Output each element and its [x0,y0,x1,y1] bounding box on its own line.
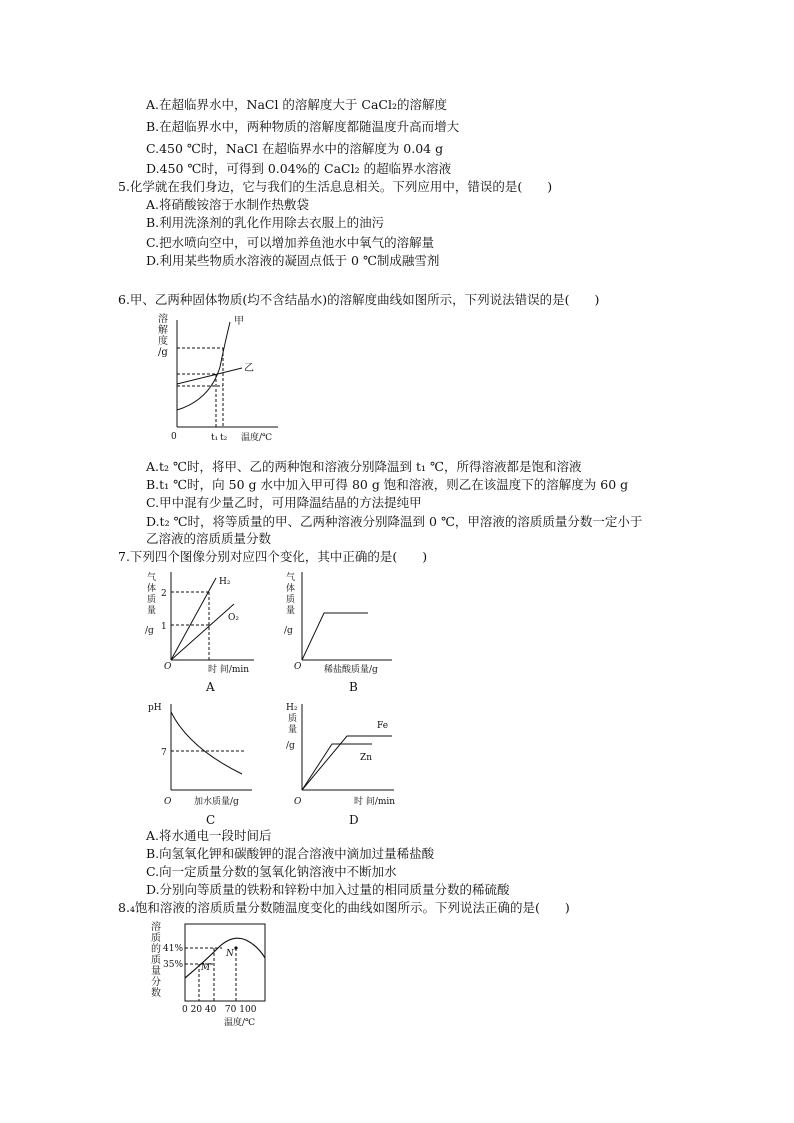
q5-option-b: B.利用洗涤剂的乳化作用除去衣服上的油污 [146,215,385,230]
q7a-line-o2 [171,604,234,660]
q7c-origin: O [164,797,172,807]
q8-plot-frame [185,924,265,1001]
q7-stem: 7.下列四个图像分别对应四个变化，其中正确的是( ) [118,549,428,564]
q6-xlabel: 温度/℃ [241,433,273,443]
q4-option-d: D.450 ℃时，可得到 0.04%的 CaCl₂ 的超临界水溶液 [146,161,452,176]
q8-label-n: N [226,949,234,959]
q6-stem: 6.甲、乙两种固体物质(均不含结晶水)的溶解度曲线如图所示，下列说法错误的是( ) [118,292,600,307]
q7a-origin: O [164,662,172,672]
q7-option-a: A.将水通电一段时间后 [146,828,272,843]
q6-option-d: D.t₂ ℃时，将等质量的甲、乙两种溶液分别降温到 0 ℃，甲溶液的溶质质量分数一定小于 [146,514,643,529]
q8-ylabel: 溶 质 的 质 量 分 数 [151,922,161,999]
q7-graph-c [144,698,274,810]
q7a-tick-1: 1 [161,622,167,632]
q7-option-b: B.向氢氧化钾和碳酸钾的混合溶液中滴加过量稀盐酸 [146,846,435,861]
q7c-curve-ph [171,712,242,774]
q7d-label-fe: Fe [377,721,389,731]
q7a-xlabel: 时 间/min [208,665,250,675]
q7d-caption: D [349,813,359,827]
q8-xticks: 0 20 40 70 100 [182,1005,257,1015]
q6-option-c: C.甲中混有少量乙时，可用降温结晶的方法提纯甲 [146,495,422,510]
q6-t2: t₂ [220,433,228,443]
q4-option-b: B.在超临界水中，两种物质的溶解度都随温度升高而增大 [146,119,460,134]
q4-option-a: A.在超临界水中，NaCl 的溶解度大于 CaCl₂的溶解度 [146,97,447,112]
q8-label-m: M [201,963,211,973]
q5-option-a: A.将硝酸铵溶于水制作热敷袋 [146,197,310,212]
q7b-ylabel: 气 体 质 量 /g [284,573,296,636]
q7d-label-zn: Zn [360,753,373,763]
q6-origin: 0 [171,432,177,442]
q7c-tick-7: 7 [161,748,167,758]
q7-option-d: D.分别向等质量的铁粉和锌粉中加入过量的相同质量分数的稀硫酸 [146,882,510,897]
q7-graph-b [282,568,412,680]
q7a-tick-2: 2 [161,589,167,599]
q6-option-b: B.t₁ ℃时，向 50 g 水中加入甲可得 80 g 饱和溶液，则乙在该温度下的溶解度为 60 g [146,477,629,492]
q7a-ylabel: 气 体 质 量 /g [145,573,157,636]
q8-curve [185,938,265,978]
q7a-label-o2: O₂ [228,613,239,623]
q7-graph-a [144,568,274,680]
q7d-xlabel: 时 间/min [354,797,396,807]
q8-xlabel: 温度/℃ [224,1018,256,1028]
q8-point-n [234,946,237,949]
q6-curve-yi [177,368,242,384]
q7b-caption: B [349,680,358,694]
q7c-ylabel: pH [148,703,162,713]
q7c-xlabel: 加水质量/g [194,797,239,807]
q6-solubility-figure [150,312,290,447]
q7-graph-d [282,698,412,810]
q6-option-d-cont: 乙溶液的溶质质量分数 [146,531,272,546]
q7a-label-h2: H₂ [219,577,231,587]
q7b-line-gas [302,613,368,660]
q6-option-a: A.t₂ ℃时，将甲、乙的两种饱和溶液分别降温到 t₁ ℃，所得溶液都是饱和溶液 [146,459,582,474]
q7d-origin: O [294,797,302,807]
q8-stem: 8.₄饱和溶液的溶质质量分数随温度变化的曲线如图所示。下列说法正确的是( ) [118,900,570,915]
q6-t1: t₁ [211,433,219,443]
q5-option-d: D.利用某些物质水溶液的凝固点低于 0 ℃制成融雪剂 [146,253,440,268]
q8-label-35: 35% [163,960,184,970]
q7d-ylabel: H₂ 质 量 /g [286,703,298,751]
q7b-origin: O [294,662,302,672]
q5-option-c: C.把水喷向空中，可以增加养鱼池水中氧气的溶解量 [146,235,435,250]
q7a-caption: A [206,680,215,694]
q6-label-yi: 乙 [244,363,254,374]
q4-option-c: C.450 ℃时，NaCl 在超临界水中的溶解度为 0.04 g [146,141,444,156]
q8-label-41: 41% [163,944,184,954]
q7c-caption: C [206,813,216,827]
q6-curve-jia [177,322,230,410]
q5-stem: 5.化学就在我们身边，它与我们的生活息息相关。下列应用中，错误的是( ) [118,179,553,194]
q8-mass-fraction-figure [146,918,276,1030]
q6-ylabel: 溶 解 度 /g [158,314,168,358]
q7b-xlabel: 稀盐酸质量/g [324,665,378,675]
q6-label-jia: 甲 [234,316,244,327]
q7d-line-zn [302,744,372,790]
q7-option-c: C.向一定质量分数的氢氧化钠溶液中不断加水 [146,864,397,879]
